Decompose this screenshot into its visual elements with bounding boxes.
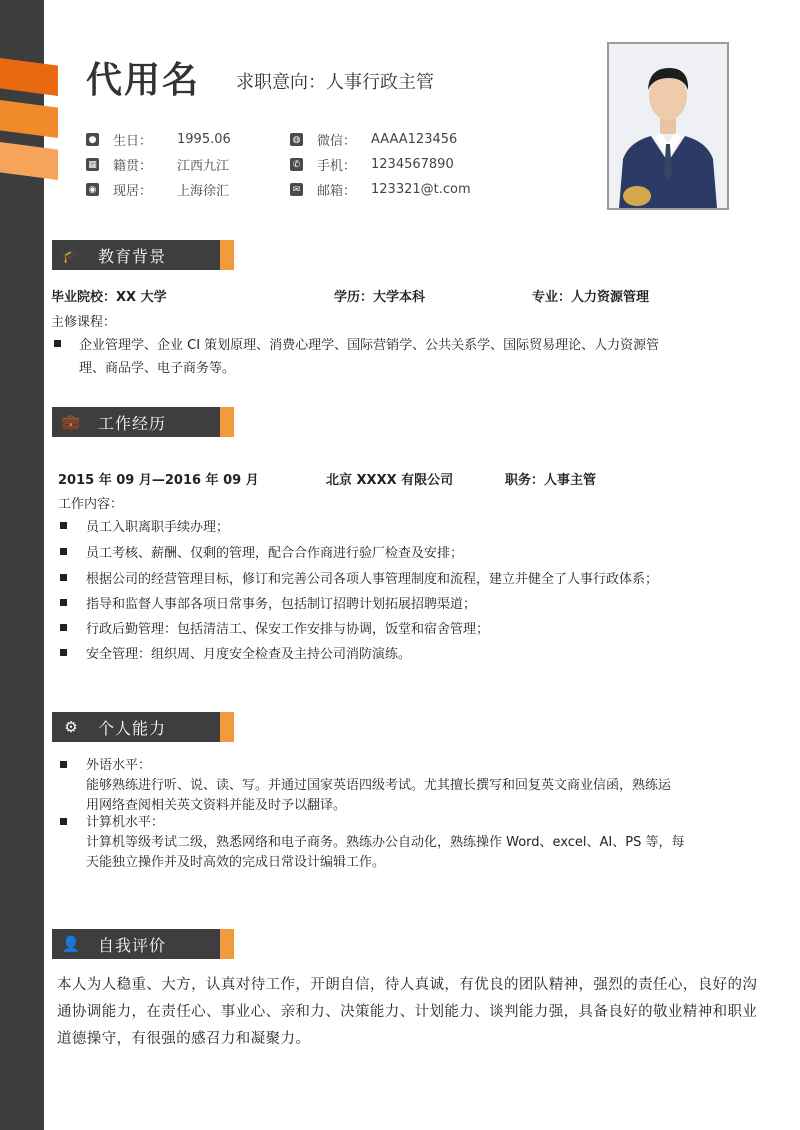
gear-icon: ⚙ [64,718,78,736]
building-icon: ▦ [86,158,99,171]
info-birth [86,130,231,149]
graduation-cap-icon: 🎓 [61,246,81,264]
info-origin [86,155,229,174]
section-tab-accent [220,407,234,437]
section-tab-accent [220,240,234,270]
bullet [60,522,67,529]
bullet [60,624,67,631]
skills-pc-line1: 计算机等级考试二级，熟悉网络和电子商务。熟练办公自动化，熟练操作 Word、excel、AI、PS 等，每 [86,835,685,850]
edu-courses-label: 主修课程： [51,315,117,330]
edu-major: 专业：人力资源管理 [532,290,650,305]
skills-lang-line1: 能够熟练进行听、说、读、写。并通过国家英语四级考试。尤其擅长撰写和回复英文商业信函，熟练运 [86,778,672,793]
edu-school: 毕业院校：XX 大学 [51,290,167,305]
section-header-skills [52,712,234,742]
info-wechat-value: AAAA123456 [371,132,458,147]
section-title-skills: 个人能力 [98,718,167,738]
mail-icon: ✉ [290,183,303,196]
work-position: 职务：人事主管 [505,473,597,488]
info-residence [86,180,229,199]
work-item: 指导和监督人事部各项日常事务，包括制订招聘计划拓展招聘渠道； [86,597,477,612]
profile-photo [607,42,729,210]
work-item: 行政后勤管理：包括清洁工、保安工作安排与协调，饭堂和宿舍管理； [86,622,490,637]
info-origin-value: 江西九江 [177,159,230,174]
info-birth-value: 1995.06 [177,132,231,147]
info-phone-value: 1234567890 [371,157,454,172]
bullet [60,548,67,555]
phone-icon: ✆ [290,158,303,171]
evaluation-text: 本人为人稳重、大方，认真对待工作，开朗自信，待人真诚，有优良的团队精神，强烈的责任心，良好的沟通协调能力，在责任心、事业心、亲和力、决策能力、计划能力、谈判能力强，具备良好的敬业精神和职业道德操守，有很强的感召力和凝聚力。 [57,977,758,1047]
skills-lang-label: 外语水平： [86,758,152,773]
cake-icon: ● [86,133,99,146]
section-title-work: 工作经历 [98,413,167,433]
work-item: 员工考核、薪酬、仅剩的管理，配合合作商进行验厂检查及安排； [86,546,464,561]
info-residence-value: 上海徐汇 [177,184,230,199]
skills-pc-line2: 天能独立操作并及时高效的完成日常设计编辑工作。 [86,855,386,870]
section-tab-accent [220,712,234,742]
info-wechat-label: 微信： [317,134,357,149]
candidate-name: 代用名 [86,60,201,101]
info-birth-label: 生日： [113,134,153,149]
work-period: 2015 年 09 月—2016 年 09 月 [58,473,259,488]
bullet [60,649,67,656]
work-item: 员工入职离职手续办理； [86,520,230,535]
skills-lang-line2: 用网络查阅相关英文资料并能及时予以翻译。 [86,798,347,813]
wechat-icon: ◍ [290,133,303,146]
job-intent-value: 人事行政主管 [326,72,434,93]
work-content-label: 工作内容： [58,497,124,512]
section-title-evaluation: 自我评价 [98,935,167,955]
info-phone-label: 手机： [317,159,357,174]
work-item: 根据公司的经营管理目标，修订和完善公司各项人事管理制度和流程，建立并健全了人事行政体系； [86,572,659,587]
bullet [60,599,67,606]
job-intent-label: 求职意向： [236,72,326,93]
section-header-evaluation [52,929,234,959]
info-wechat [290,130,457,149]
edu-courses-line2: 理、商品学、电子商务等。 [79,361,236,376]
bullet [60,761,67,768]
bullet [60,574,67,581]
section-tab-accent [220,929,234,959]
info-email-label: 邮箱： [317,184,357,199]
work-company: 北京 XXXX 有限公司 [326,473,454,488]
info-residence-label: 现居： [113,184,153,199]
bullet [60,818,67,825]
skills-pc-label: 计算机水平： [86,815,165,830]
section-header-work [52,407,234,437]
info-phone [290,155,454,174]
briefcase-icon: 💼 [61,413,81,431]
info-origin-label: 籍贯： [113,159,153,174]
edu-courses-line1: 企业管理学、企业 CI 策划原理、消费心理学、国际营销学、公共关系学、国际贸易理论、人力资源管 [79,338,660,353]
info-email [290,180,471,199]
bullet [54,340,61,347]
work-item: 安全管理：组织周、月度安全检查及主持公司消防演练。 [86,647,412,662]
job-intent [236,68,434,94]
section-title-education: 教育背景 [98,246,167,266]
edu-degree: 学历：大学本科 [334,290,426,305]
user-icon: 👤 [61,935,81,953]
info-email-value: 123321@t.com [371,182,471,197]
location-icon: ◉ [86,183,99,196]
section-header-education [52,240,234,270]
